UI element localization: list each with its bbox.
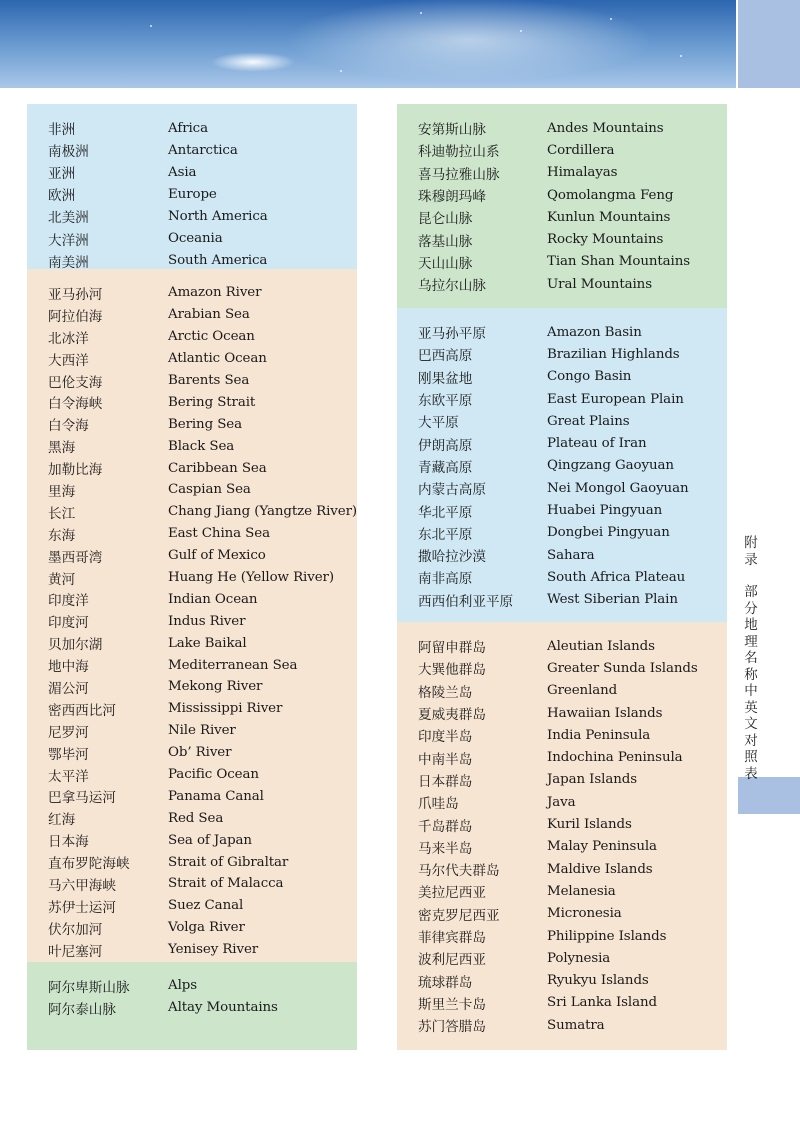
english-name: Rocky Mountains (547, 232, 664, 248)
chinese-name: 白令海 (48, 418, 89, 435)
chinese-name: 阿尔卑斯山脉 (48, 979, 130, 996)
chinese-name: 密克罗尼西亚 (418, 907, 500, 924)
glossary-row (27, 161, 357, 183)
english-name: Pacific Ocean (168, 767, 259, 783)
english-name: Hawaiian Islands (547, 705, 663, 721)
glossary-row (397, 206, 727, 228)
glossary-row (397, 410, 727, 432)
glossary-row (27, 829, 357, 851)
chinese-name: 安第斯山脉 (418, 122, 486, 139)
glossary-row (27, 227, 357, 249)
glossary-row (27, 720, 357, 742)
chinese-name: 菲律宾群岛 (418, 930, 486, 946)
english-name: Yenisey River (168, 942, 259, 958)
english-name: Caribbean Sea (168, 460, 267, 476)
english-name: Barents Sea (168, 373, 250, 388)
star-decoration (610, 18, 612, 20)
chinese-name: 黄河 (48, 571, 76, 588)
glossary-row (397, 544, 727, 566)
chinese-name: 黑海 (48, 440, 76, 457)
chinese-name: 刚果盆地 (418, 370, 473, 387)
english-name: Asia (168, 164, 197, 180)
chinese-name: 斯里兰卡岛 (418, 996, 486, 1013)
glossary-row (397, 680, 727, 702)
glossary-row (27, 698, 357, 720)
chinese-name: 大洋洲 (48, 232, 89, 249)
english-name: Indian Ocean (168, 591, 258, 607)
glossary-row (397, 746, 727, 768)
glossary-row (397, 858, 727, 880)
glossary-row (397, 791, 727, 813)
english-name: Indochina Peninsula (547, 750, 683, 766)
english-name: East European Plain (547, 391, 684, 407)
english-name: Amazon River (168, 285, 262, 301)
chinese-name: 日本海 (48, 834, 89, 851)
english-name: Panama Canal (168, 788, 264, 804)
glossary-row (27, 895, 357, 917)
glossary-row (27, 742, 357, 764)
chinese-name: 夏威夷群岛 (418, 707, 486, 724)
chinese-name: 墨西哥湾 (48, 549, 103, 566)
glossary-row (397, 1014, 727, 1036)
english-name: Lake Baikal (168, 635, 247, 651)
left-column (27, 104, 357, 1050)
glossary-row (27, 764, 357, 786)
chinese-name: 亚马孙河 (48, 286, 103, 303)
continents-group (27, 104, 357, 269)
chinese-name: 印度洋 (48, 593, 89, 610)
english-name: Indus River (168, 613, 246, 629)
glossary-row (397, 769, 727, 791)
english-name: Kuril Islands (547, 817, 632, 833)
chinese-name: 大巽他群岛 (418, 662, 486, 679)
chinese-name: 伊朗高原 (418, 437, 473, 454)
water-bodies-group (27, 269, 357, 962)
english-name: Volga River (168, 920, 245, 936)
mountains-group (27, 962, 357, 1050)
glossary-row (27, 304, 357, 326)
appendix-label: 附录 (744, 535, 758, 568)
chinese-name: 直布罗陀海峡 (48, 856, 130, 873)
english-name: Andes Mountains (547, 120, 664, 136)
chinese-name: 北冰洋 (48, 330, 89, 347)
english-name: Suez Canal (168, 898, 244, 914)
glossary-row (27, 501, 357, 523)
english-name: Java (547, 794, 576, 810)
english-name: Arctic Ocean (168, 329, 255, 345)
star-decoration (150, 25, 152, 27)
english-name: Dongbei Pingyuan (547, 525, 670, 541)
glossary-row (397, 566, 727, 588)
glossary-row (27, 457, 357, 479)
glossary-row (27, 139, 357, 161)
glossary-row (27, 523, 357, 545)
glossary-row (27, 785, 357, 807)
chinese-name: 太平洋 (48, 768, 89, 785)
glossary-row (27, 205, 357, 227)
glossary-row (27, 326, 357, 348)
english-name: Huang He (Yellow River) (168, 570, 334, 586)
chinese-name: 巴西高原 (418, 348, 473, 365)
header-banner (0, 0, 736, 88)
english-name: Altay Mountains (168, 1000, 278, 1016)
glossary-row (27, 676, 357, 698)
glossary-row (397, 477, 727, 499)
appendix-side-title (743, 535, 759, 782)
chinese-name: 大平原 (418, 415, 459, 432)
glossary-row (397, 947, 727, 969)
english-name: Caspian Sea (168, 482, 251, 498)
glossary-row (397, 499, 727, 521)
page-tab-top (738, 0, 800, 88)
chinese-name: 东海 (48, 527, 76, 544)
english-name: Maldive Islands (547, 861, 653, 877)
glossary-row (397, 184, 727, 206)
glossary-row (397, 388, 727, 410)
english-name: Sri Lanka Island (547, 995, 657, 1011)
glossary-row (27, 117, 357, 139)
english-name: Arabian Sea (168, 307, 250, 323)
glossary-row (397, 366, 727, 388)
chinese-name: 爪哇岛 (418, 796, 459, 813)
english-name: Greenland (547, 683, 618, 699)
chinese-name: 印度河 (48, 615, 89, 632)
chinese-name: 日本群岛 (418, 773, 473, 790)
mountains-group-cont (397, 104, 727, 308)
english-name: Europe (168, 186, 217, 202)
english-name: Strait of Malacca (168, 876, 284, 892)
star-decoration (340, 70, 342, 72)
chinese-name: 亚洲 (48, 166, 76, 183)
chinese-name: 尼罗河 (48, 724, 89, 741)
english-name: Mississippi River (168, 701, 283, 717)
chinese-name: 苏伊士运河 (48, 899, 116, 916)
chinese-name: 贝加尔湖 (48, 637, 103, 654)
english-name: Cordillera (547, 142, 615, 158)
english-name: Bering Strait (168, 394, 256, 410)
chinese-name: 叶尼塞河 (48, 943, 103, 960)
glossary-row (27, 348, 357, 370)
english-name: Sea of Japan (168, 832, 252, 848)
chinese-name: 里海 (48, 483, 76, 500)
glossary-row (397, 813, 727, 835)
chinese-name: 格陵兰岛 (418, 684, 473, 701)
english-name: Kunlun Mountains (547, 209, 671, 225)
english-name: Plateau of Iran (547, 436, 647, 452)
chinese-name: 西西伯利亚平原 (418, 593, 514, 610)
glossary-row (397, 273, 727, 295)
english-name: Qomolangma Feng (547, 187, 674, 203)
chinese-name: 阿拉伯海 (48, 308, 103, 325)
english-name: Africa (168, 120, 208, 136)
english-name: Black Sea (168, 438, 235, 454)
glossary-row (27, 479, 357, 501)
english-name: West Siberian Plain (547, 592, 678, 608)
english-name: Nile River (168, 723, 236, 739)
chinese-name: 密西西比河 (48, 702, 116, 719)
english-name: Strait of Gibraltar (168, 854, 289, 870)
right-column (397, 104, 727, 1050)
english-name: Melanesia (547, 883, 616, 899)
glossary-row (397, 836, 727, 858)
english-name: Chang Jiang (Yangtze River) (168, 504, 357, 520)
english-name: Philippine Islands (547, 928, 667, 944)
chinese-name: 南美洲 (48, 254, 89, 271)
chinese-name: 欧洲 (48, 188, 76, 205)
chinese-name: 巴拿马运河 (48, 790, 116, 807)
glossary-row (27, 917, 357, 939)
glossary-row (27, 435, 357, 457)
plains-plateaus-group (397, 308, 727, 622)
star-decoration (680, 55, 682, 57)
english-name: Polynesia (547, 950, 611, 966)
glossary-row (397, 724, 727, 746)
english-name: South America (168, 253, 268, 269)
star-decoration (520, 30, 522, 32)
glossary-row (27, 873, 357, 895)
chinese-name: 波利尼西亚 (418, 952, 486, 969)
english-name: Tian Shan Mountains (547, 254, 691, 270)
chinese-name: 大西洋 (48, 352, 89, 369)
glossary-row (397, 455, 727, 477)
chinese-name: 东欧平原 (418, 393, 473, 410)
english-name: Alps (168, 978, 197, 994)
english-name: Atlantic Ocean (168, 351, 267, 367)
glossary-row (397, 251, 727, 273)
chinese-name: 落基山脉 (418, 233, 473, 250)
glossary-row (27, 183, 357, 205)
chinese-name: 非洲 (48, 122, 76, 139)
english-name: Brazilian Highlands (547, 346, 680, 362)
chinese-name: 珠穆朗玛峰 (418, 189, 486, 206)
english-name: Ob’ River (168, 745, 232, 761)
glossary-row (397, 880, 727, 902)
glossary-row (27, 975, 357, 997)
glossary-row (397, 321, 727, 343)
glossary-row (397, 992, 727, 1014)
chinese-name: 东北平原 (418, 526, 473, 543)
chinese-name: 马尔代夫群岛 (418, 863, 500, 880)
chinese-name: 长江 (48, 505, 76, 522)
english-name: Huabei Pingyuan (547, 503, 663, 519)
chinese-name: 阿尔泰山脉 (48, 1001, 116, 1018)
glossary-row (397, 969, 727, 991)
glossary-row (27, 997, 357, 1019)
glossary-row (397, 635, 727, 657)
english-name: Mekong River (168, 679, 263, 695)
chinese-name: 中南半岛 (418, 751, 473, 768)
english-name: Mediterranean Sea (168, 657, 298, 673)
chinese-name: 南极洲 (48, 144, 89, 161)
chinese-name: 美拉尼西亚 (418, 885, 486, 902)
page-tab-marker (738, 777, 800, 814)
english-name: Qingzang Gaoyuan (547, 458, 674, 474)
chinese-name: 千岛群岛 (418, 818, 473, 835)
english-name: Antarctica (168, 142, 238, 158)
english-name: Himalayas (547, 165, 618, 181)
chinese-name: 白令海峡 (48, 396, 103, 413)
chinese-name: 马六甲海峡 (48, 877, 116, 894)
english-name: Amazon Basin (547, 324, 642, 340)
glossary-row (27, 370, 357, 392)
chinese-name: 昆仑山脉 (418, 211, 473, 228)
english-name: Bering Sea (168, 416, 242, 432)
chinese-name: 北美洲 (48, 210, 89, 227)
english-name: Great Plains (547, 413, 630, 429)
chinese-name: 印度半岛 (418, 729, 473, 746)
english-name: Gulf of Mexico (168, 548, 266, 564)
chinese-name: 天山山脉 (418, 255, 473, 272)
glossary-row (27, 391, 357, 413)
appendix-table-title: 部分地理名称中英文对照表 (744, 584, 758, 782)
chinese-name: 撒哈拉沙漠 (418, 549, 486, 566)
chinese-name: 加勒比海 (48, 462, 103, 479)
english-name: South Africa Plateau (547, 569, 686, 585)
glossary-row (397, 522, 727, 544)
glossary-row (397, 343, 727, 365)
chinese-name: 青藏高原 (418, 459, 473, 476)
chinese-name: 湄公河 (48, 680, 89, 697)
chinese-name: 鄂毕河 (48, 746, 89, 763)
chinese-name: 内蒙古高原 (418, 482, 486, 499)
chinese-name: 地中海 (48, 659, 89, 676)
chinese-name: 华北平原 (418, 504, 473, 521)
glossary-row (27, 413, 357, 435)
glossary-row (27, 610, 357, 632)
glossary-row (397, 925, 727, 947)
glossary-row (27, 588, 357, 610)
chinese-name: 马来半岛 (418, 840, 473, 857)
chinese-name: 红海 (48, 812, 76, 829)
chinese-name: 南非高原 (418, 571, 473, 588)
english-name: Ural Mountains (547, 276, 652, 292)
english-name: Nei Mongol Gaoyuan (547, 480, 689, 496)
glossary-row (27, 807, 357, 829)
glossary-row (27, 567, 357, 589)
english-name: Ryukyu Islands (547, 973, 649, 989)
chinese-name: 琉球群岛 (418, 974, 473, 991)
english-name: East China Sea (168, 526, 270, 542)
english-name: India Peninsula (547, 727, 651, 743)
chinese-name: 苏门答腊岛 (418, 1019, 486, 1036)
islands-peninsulas-group (397, 622, 727, 1050)
glossary-row (397, 432, 727, 454)
star-decoration (420, 12, 422, 14)
glossary-row (397, 162, 727, 184)
chinese-name: 巴伦支海 (48, 374, 103, 391)
glossary-row (27, 654, 357, 676)
english-name: North America (168, 208, 268, 224)
chinese-name: 伏尔加河 (48, 921, 103, 938)
english-name: Aleutian Islands (547, 638, 655, 654)
english-name: Japan Islands (547, 772, 637, 788)
english-name: Malay Peninsula (547, 839, 657, 855)
glossary-row (397, 589, 727, 611)
chinese-name: 乌拉尔山脉 (418, 278, 486, 295)
glossary-row (397, 702, 727, 724)
english-name: Micronesia (547, 906, 622, 922)
chinese-name: 亚马孙平原 (418, 326, 486, 343)
glossary-row (27, 939, 357, 961)
glossary-row (397, 117, 727, 139)
english-name: Sahara (547, 547, 595, 563)
glossary-row (27, 851, 357, 873)
english-name: Red Sea (168, 810, 224, 826)
glossary-row (397, 139, 727, 161)
english-name: Oceania (168, 231, 223, 247)
glossary-row (397, 657, 727, 679)
chinese-name: 阿留申群岛 (418, 640, 486, 657)
chinese-name: 喜马拉雅山脉 (418, 166, 500, 183)
glossary-row (27, 545, 357, 567)
english-name: Greater Sunda Islands (547, 660, 698, 676)
glossary-row (397, 903, 727, 925)
glossary-row (27, 632, 357, 654)
chinese-name: 科迪勒拉山系 (418, 144, 500, 161)
glossary-row (397, 228, 727, 250)
glossary-row (27, 282, 357, 304)
english-name: Sumatra (547, 1017, 605, 1033)
english-name: Congo Basin (547, 369, 632, 385)
